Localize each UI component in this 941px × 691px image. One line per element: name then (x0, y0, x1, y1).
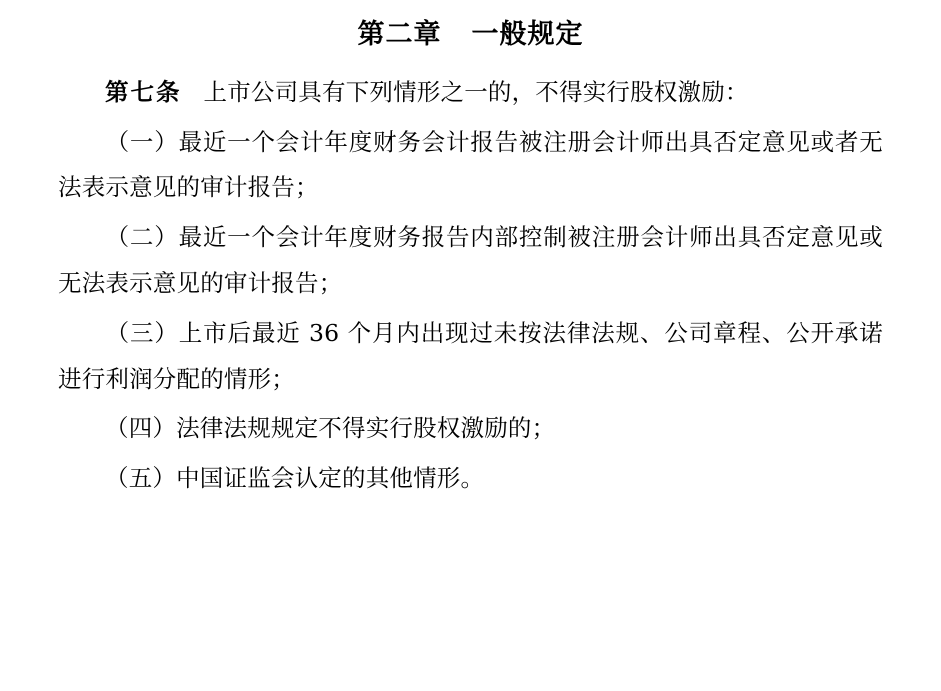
list-item (58, 406, 883, 452)
list-item (58, 215, 883, 307)
list-item (58, 311, 883, 403)
article-paragraph (58, 70, 883, 116)
list-item-text: 最近一个会计年度财务会计报告被注册会计师出具否定意见或者无法表示意见的审计报告； (58, 127, 883, 202)
list-item-marker: （四） (105, 414, 177, 443)
chapter-title: 一般规定 (471, 19, 584, 50)
list-item-text: 法律法规规定不得实行股权激励的； (176, 414, 556, 443)
list-item-text: 中国证监会认定的其他情形。 (176, 464, 485, 493)
chapter-number: 第二章 (357, 19, 442, 50)
list-item-marker: （三） (105, 318, 179, 347)
article-lead-text: 上市公司具有下列情形之一的，不得实行股权激励： (203, 77, 749, 106)
list-item (58, 120, 883, 212)
list-item-marker: （一） (105, 127, 179, 156)
list-item-marker: （二） (105, 223, 179, 252)
list-item-text: 最近一个会计年度财务报告内部控制被注册会计师出具否定意见或无法表示意见的审计报告； (58, 223, 883, 298)
list-item-text: 上市后最近 36 个月内出现过未按法律法规、公司章程、公开承诺进行利润分配的情形； (58, 318, 883, 393)
article-label: 第七条 (105, 77, 182, 106)
list-item-marker: （五） (105, 464, 177, 493)
list-item (58, 456, 883, 502)
chapter-heading (58, 16, 883, 54)
